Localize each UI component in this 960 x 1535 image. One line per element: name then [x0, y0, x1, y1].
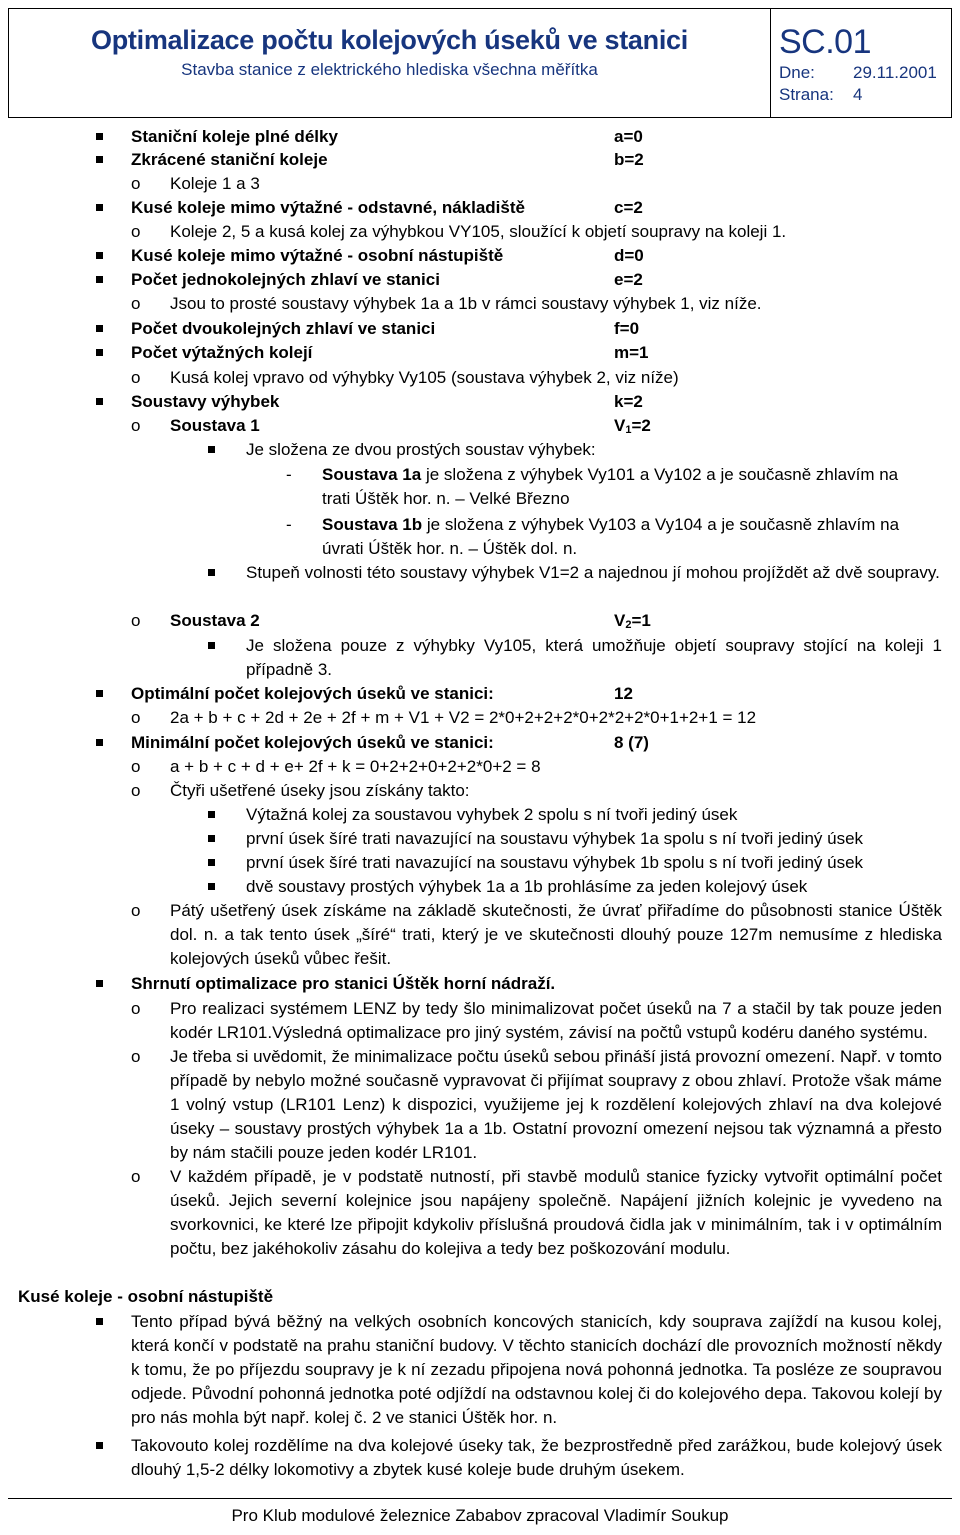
list-item-label: Minimální počet kolejových úseků ve stanici:	[131, 733, 494, 752]
section-paragraph: Tento případ bývá běžný na velkých osobních koncových stanicích, kdy souprava zajíždí na kusou kolej, která končí v podstatě na prahu staniční budovy. V těchto stanicích dochází dle provozních možností někdy k tomu, že po příjezdu soupravy je k ní zezadu připojena nová pohonná jednotka. Ta posléze ze soupravou odjede. Původní pohonná jednotka poté odjíždí na odstavnou kolej či do kolejového depa. Takovou kolejí by pro nás mohla být např. kolej č. 2 ve stanici Úštěk hor. n.	[131, 1312, 942, 1427]
circle-bullet-icon: o	[131, 1047, 141, 1066]
sub-item: Jsou to prosté soustavy výhybek 1a a 1b v rámci soustavy výhybek 1, viz níže.	[170, 294, 762, 313]
bullet-square-icon	[96, 398, 103, 405]
section-paragraph: Takovouto kolej rozdělíme na dva kolejové úseky tak, že bezprostředně před zarážkou, bude kolejový úsek dlouhý 1,5-2 délky lokomotivy a zbytek kusé koleje bude druhým úsekem.	[131, 1436, 942, 1479]
circle-bullet-icon: o	[131, 294, 141, 313]
list-item-label: Kusé koleje mimo výtažné - osobní nástupiště	[131, 246, 504, 265]
text-part: je složena z výhybek Vy103 a Vy104 a je současně zhlavím na	[422, 515, 900, 534]
page-header	[8, 8, 952, 118]
dash-bullet: -	[286, 465, 292, 484]
section-heading: Kusé koleje - osobní nástupiště	[18, 1287, 274, 1306]
bullet-square-icon	[208, 883, 215, 890]
formula: a + b + c + d + e+ 2f + k = 0+2+2+0+2+2*0+2 = 8	[170, 757, 541, 776]
sub-sub-sub-item-cont: úvrati Úštěk hor. n. – Úštěk dol. n.	[322, 539, 578, 558]
bullet-square-icon	[96, 252, 103, 259]
circle-bullet-icon: o	[131, 757, 141, 776]
bullet-square-icon	[96, 276, 103, 283]
bullet-square-icon	[208, 642, 215, 649]
bullet-square-icon	[96, 204, 103, 211]
sub-item-value	[614, 415, 651, 441]
date-value: 29.11.2001	[853, 63, 937, 82]
value-part: =2	[631, 416, 651, 435]
bullet-square-icon	[96, 133, 103, 140]
sub-item-value	[614, 610, 651, 636]
dash-bullet: -	[286, 515, 292, 534]
circle-bullet-icon: o	[131, 781, 141, 800]
list-item-label: Počet jednokolejných zhlaví ve stanici	[131, 270, 440, 289]
sub-sub-item: dvě soustavy prostých výhybek 1a a 1b prohlásíme za jeden kolejový úsek	[246, 877, 808, 896]
circle-bullet-icon: o	[131, 999, 141, 1018]
list-item-value: f=0	[614, 319, 640, 338]
circle-bullet-icon: o	[131, 901, 141, 920]
document-code: SC.01	[779, 23, 871, 61]
emphasis: Soustava 1b	[322, 515, 423, 534]
page-row	[779, 84, 937, 106]
sub-item-label: Soustava 2	[170, 611, 260, 630]
circle-bullet-icon: o	[131, 611, 141, 630]
sub-sub-item: Je složena ze dvou prostých soustav výhybek:	[246, 440, 596, 459]
sub-sub-item: Výtažná kolej za soustavou vyhybek 2 spolu s ní tvoři jediný úsek	[246, 805, 738, 824]
formula: 2a + b + c + 2d + 2e + 2f + m + V1 + V2 = 2*0+2+2+2*0+2*2+2*0+1+2+1 = 12	[170, 708, 757, 727]
list-item-label: Počet výtažných kolejí	[131, 343, 313, 362]
bullet-square-icon	[208, 859, 215, 866]
sub-item-label: Soustava 1	[170, 416, 260, 435]
list-item-label: Shrnutí optimalizace pro stanici Úštěk horní nádraží.	[131, 974, 556, 993]
page-footer: Pro Klub modulové železnice Zababov zpracoval Vladimír Soukup	[231, 1506, 729, 1525]
bullet-square-icon	[96, 739, 103, 746]
header-meta-block	[779, 9, 937, 106]
bullet-square-icon	[96, 156, 103, 163]
date-row	[779, 62, 937, 84]
bullet-square-icon	[96, 980, 103, 987]
sub-sub-item: první úsek šíré trati navazující na soustavu výhybek 1a spolu s ní tvoři jediný úsek	[246, 829, 864, 848]
emphasis: Soustava 1a	[322, 465, 422, 484]
bullet-square-icon	[96, 325, 103, 332]
circle-bullet-icon: o	[131, 1167, 141, 1186]
list-item-label: Zkrácené staniční koleje	[131, 150, 328, 169]
list-item-label: Staniční koleje plné délky	[131, 127, 338, 146]
bullet-square-icon	[96, 349, 103, 356]
bullet-square-icon	[208, 835, 215, 842]
sub-item: Koleje 1 a 3	[170, 174, 260, 193]
list-item-value: k=2	[614, 392, 643, 411]
document-title: Optimalizace počtu kolejových úseků ve stanici	[91, 25, 688, 55]
document-subtitle: Stavba stanice z elektrického hlediska všechna měřítka	[181, 60, 598, 79]
list-item-value: b=2	[614, 150, 644, 169]
sub-sub-sub-item	[322, 464, 942, 486]
list-item-value: 12	[614, 684, 633, 703]
list-item-label: Optimální počet kolejových úseků ve stanici:	[131, 684, 494, 703]
circle-bullet-icon: o	[131, 222, 141, 241]
sub-item-paragraph: Je třeba si uvědomit, že minimalizace počtu úseků sebou přináší jistá provozní omezení. Např. v tomto případě by nebylo možné současně vypravovat či přijímat soupravy z obou zhlaví. Protože však máme 1 volný vstup (LR101 Lenz) k dispozici, využijeme jej k rozdělení kolejových zhlaví na dva kolejové úseky – soustavy prostých výhybek 1a a 1b. Ostatní provozní omezení nejsou tak významná a přesto by nám stačili pouze jeden kodér LR101.	[170, 1047, 942, 1162]
sub-item-paragraph: Pátý ušetřený úsek získáme na základě skutečnosti, že úvrať přiřadíme do působnosti stanice Úštěk dol. n. a tak tento úsek „šíré“ trati, který je ve skutečnosti dlouhý pouze 127m nemusíme z hlediska kolejových úseků vůbec řešit.	[170, 901, 942, 968]
bullet-square-icon	[208, 446, 215, 453]
value-subscript: 2	[625, 619, 632, 631]
sub-sub-item: první úsek šíré trati navazující na soustavu výhybek 1b spolu s ní tvoři jediný úsek	[246, 853, 864, 872]
circle-bullet-icon: o	[131, 368, 141, 387]
list-item-value: d=0	[614, 246, 644, 265]
text-part: je složena z výhybek Vy101 a Vy102 a je současně zhlavím na	[421, 465, 899, 484]
sub-sub-sub-item-cont: trati Úštěk hor. n. – Velké Březno	[322, 489, 570, 508]
bullet-square-icon	[96, 1318, 103, 1325]
circle-bullet-icon: o	[131, 416, 141, 435]
list-item-label: Počet dvoukolejných zhlaví ve stanici	[131, 319, 436, 338]
list-item-value: a=0	[614, 127, 643, 146]
list-item-value: e=2	[614, 270, 643, 289]
sub-sub-item: Je složena pouze z výhybky Vy105, která umožňuje objetí soupravy stojící na koleji 1 případně 3.	[246, 636, 942, 679]
value-subscript: 1	[625, 424, 632, 436]
header-title-block	[9, 9, 771, 117]
bullet-square-icon	[96, 690, 103, 697]
list-item-value: 8 (7)	[614, 733, 649, 752]
list-item-value: m=1	[614, 343, 649, 362]
bullet-square-icon	[208, 569, 215, 576]
bullet-square-icon	[96, 1442, 103, 1449]
sub-item: Koleje 2, 5 a kusá kolej za výhybkou VY105, sloužící k objetí soupravy na koleji 1.	[170, 222, 787, 241]
list-item-value: c=2	[614, 198, 643, 217]
page-label: Strana:	[779, 85, 834, 104]
value-part: =1	[631, 611, 651, 630]
footer-divider	[8, 1498, 952, 1499]
list-item-label: Kusé koleje mimo výtažné - odstavné, nákladiště	[131, 198, 525, 217]
list-item-label: Soustavy výhybek	[131, 392, 280, 411]
sub-item: Kusá kolej vpravo od výhybky Vy105 (soustava výhybek 2, viz níže)	[170, 368, 679, 387]
circle-bullet-icon: o	[131, 174, 141, 193]
value-part: V	[614, 611, 626, 630]
circle-bullet-icon: o	[131, 708, 141, 727]
sub-item: Čtyři ušetřené úseky jsou získány takto:	[170, 781, 470, 800]
value-part: V	[614, 416, 626, 435]
bullet-square-icon	[208, 811, 215, 818]
date-label: Dne:	[779, 63, 815, 82]
sub-sub-item: Stupeň volnosti této soustavy výhybek V1=2 a najednou jí mohou projíždět až dvě soupravy.	[246, 563, 940, 582]
page-value: 4	[853, 85, 863, 104]
sub-item-paragraph: Pro realizaci systémem LENZ by tedy šlo minimalizovat počet úseků na 7 a stačil by tak pouze jeden kodér LR101.Výsledná optimalizace pro jiný systém, závisí na počtů vstupů kodéru daného systému.	[170, 999, 942, 1042]
sub-item-paragraph: V každém případě, je v podstatě nutností, při stavbě modulů stanice fyzicky vytvořit optimální počet úseků. Jejich severní kolejnice jsou napájeny společně. Napájení jižních kolejnic je vyvedeno na svorkovnici, ke které lze připojit kdykoliv příslušná proudová čidla jak v minimálním, tak i v optimálním počtu, bez jakéhokoliv zásahu do kolejiva a tedy bez poškozování modulu.	[170, 1167, 942, 1258]
sub-sub-sub-item	[322, 514, 942, 536]
